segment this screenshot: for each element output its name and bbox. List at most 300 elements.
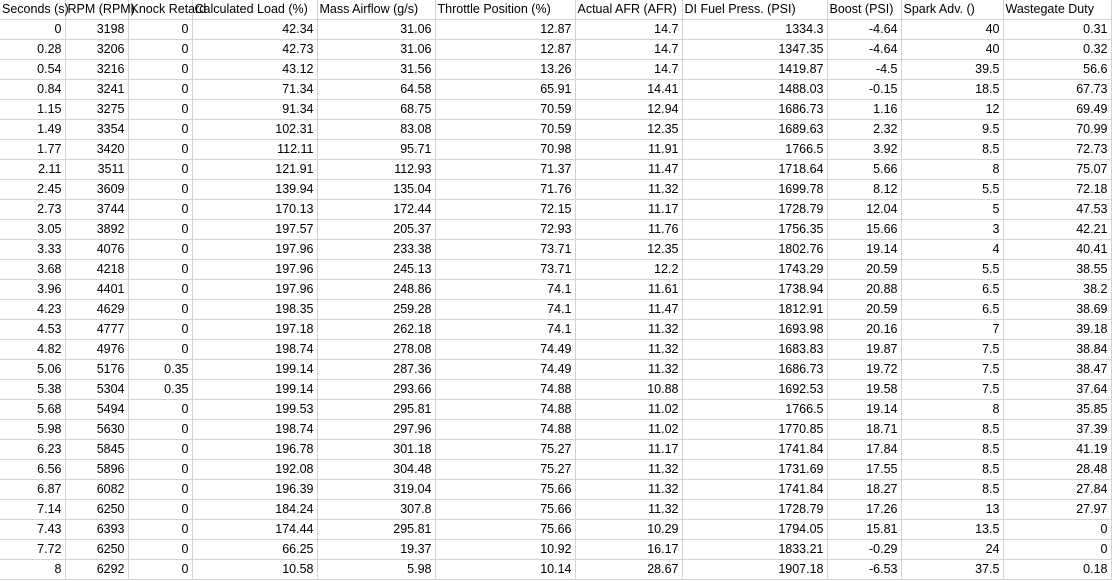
data-cell[interactable]: 31.06 (317, 20, 435, 40)
data-cell[interactable]: 72.18 (1003, 180, 1111, 200)
data-cell[interactable]: 75.66 (435, 480, 575, 500)
data-cell[interactable]: 199.53 (192, 400, 317, 420)
data-cell[interactable]: 5845 (65, 440, 128, 460)
data-cell[interactable]: 20.59 (827, 300, 901, 320)
data-cell[interactable]: 0.54 (0, 60, 65, 80)
data-cell[interactable]: 10.58 (192, 560, 317, 580)
data-cell[interactable]: 1907.18 (682, 560, 827, 580)
data-cell[interactable]: 3420 (65, 140, 128, 160)
data-cell[interactable]: 75.27 (435, 440, 575, 460)
data-cell[interactable]: 0 (128, 240, 192, 260)
data-cell[interactable]: 0.31 (1003, 20, 1111, 40)
data-cell[interactable]: 1812.91 (682, 300, 827, 320)
data-cell[interactable]: 0 (128, 420, 192, 440)
data-cell[interactable]: 5 (901, 200, 1003, 220)
data-cell[interactable]: 2.73 (0, 200, 65, 220)
data-cell[interactable]: 13.26 (435, 60, 575, 80)
data-cell[interactable]: 7.72 (0, 540, 65, 560)
data-cell[interactable]: 6292 (65, 560, 128, 580)
data-cell[interactable]: 19.37 (317, 540, 435, 560)
data-cell[interactable]: 7.5 (901, 380, 1003, 400)
data-cell[interactable]: 0 (128, 460, 192, 480)
data-cell[interactable]: 0 (128, 20, 192, 40)
data-cell[interactable]: 7 (901, 320, 1003, 340)
data-cell[interactable]: 1693.98 (682, 320, 827, 340)
data-cell[interactable]: 11.32 (575, 500, 682, 520)
data-cell[interactable]: 15.66 (827, 220, 901, 240)
data-cell[interactable]: 65.91 (435, 80, 575, 100)
data-cell[interactable]: 17.55 (827, 460, 901, 480)
data-cell[interactable]: 14.7 (575, 60, 682, 80)
data-cell[interactable]: 0 (1003, 540, 1111, 560)
data-cell[interactable]: 3.05 (0, 220, 65, 240)
data-cell[interactable]: 1741.84 (682, 480, 827, 500)
data-cell[interactable]: 1.77 (0, 140, 65, 160)
data-cell[interactable]: 12.04 (827, 200, 901, 220)
column-header-cell[interactable]: Actual AFR (AFR) (575, 0, 682, 20)
data-cell[interactable]: 3.96 (0, 280, 65, 300)
data-cell[interactable]: 91.34 (192, 100, 317, 120)
data-cell[interactable]: 0 (128, 400, 192, 420)
data-cell[interactable]: 11.17 (575, 200, 682, 220)
data-cell[interactable]: 11.32 (575, 340, 682, 360)
data-cell[interactable]: 197.96 (192, 280, 317, 300)
data-cell[interactable]: 1419.87 (682, 60, 827, 80)
data-cell[interactable]: 38.2 (1003, 280, 1111, 300)
data-cell[interactable]: 13 (901, 500, 1003, 520)
data-cell[interactable]: 14.7 (575, 40, 682, 60)
data-cell[interactable]: 1347.35 (682, 40, 827, 60)
data-cell[interactable]: 295.81 (317, 520, 435, 540)
data-cell[interactable]: 8.5 (901, 440, 1003, 460)
data-cell[interactable]: 75.66 (435, 520, 575, 540)
data-cell[interactable]: 11.02 (575, 400, 682, 420)
data-cell[interactable]: 74.49 (435, 340, 575, 360)
data-cell[interactable]: 197.57 (192, 220, 317, 240)
data-cell[interactable]: 1802.76 (682, 240, 827, 260)
data-cell[interactable]: 4401 (65, 280, 128, 300)
data-cell[interactable]: 0 (128, 100, 192, 120)
data-cell[interactable]: 5.5 (901, 180, 1003, 200)
data-cell[interactable]: 64.58 (317, 80, 435, 100)
data-cell[interactable]: 8 (901, 400, 1003, 420)
data-cell[interactable]: 14.7 (575, 20, 682, 40)
data-cell[interactable]: 198.74 (192, 340, 317, 360)
data-cell[interactable]: 19.14 (827, 240, 901, 260)
data-cell[interactable]: 262.18 (317, 320, 435, 340)
column-header-cell[interactable]: Seconds (s) (0, 0, 65, 20)
data-cell[interactable]: 20.88 (827, 280, 901, 300)
data-cell[interactable]: 3354 (65, 120, 128, 140)
data-cell[interactable]: 28.48 (1003, 460, 1111, 480)
data-cell[interactable]: 12.87 (435, 20, 575, 40)
data-cell[interactable]: 1488.03 (682, 80, 827, 100)
data-cell[interactable]: 172.44 (317, 200, 435, 220)
data-cell[interactable]: 17.84 (827, 440, 901, 460)
data-cell[interactable]: 37.64 (1003, 380, 1111, 400)
data-cell[interactable]: 69.49 (1003, 100, 1111, 120)
data-cell[interactable]: 15.81 (827, 520, 901, 540)
data-cell[interactable]: 31.56 (317, 60, 435, 80)
data-cell[interactable]: 5.98 (0, 420, 65, 440)
data-cell[interactable]: 73.71 (435, 240, 575, 260)
data-cell[interactable]: 0 (128, 160, 192, 180)
data-cell[interactable]: 12.2 (575, 260, 682, 280)
data-cell[interactable]: 102.31 (192, 120, 317, 140)
data-cell[interactable]: 1770.85 (682, 420, 827, 440)
data-cell[interactable]: 14.41 (575, 80, 682, 100)
data-cell[interactable]: 39.18 (1003, 320, 1111, 340)
data-cell[interactable]: 1731.69 (682, 460, 827, 480)
data-cell[interactable]: 1718.64 (682, 160, 827, 180)
data-cell[interactable]: 0 (128, 200, 192, 220)
data-cell[interactable]: 287.36 (317, 360, 435, 380)
data-cell[interactable]: 5304 (65, 380, 128, 400)
column-header-cell[interactable]: Knock Retard (128, 0, 192, 20)
data-cell[interactable]: 0 (128, 60, 192, 80)
data-cell[interactable]: 0 (128, 520, 192, 540)
data-cell[interactable]: 43.12 (192, 60, 317, 80)
data-cell[interactable]: 3198 (65, 20, 128, 40)
data-cell[interactable]: 35.85 (1003, 400, 1111, 420)
data-cell[interactable]: 3892 (65, 220, 128, 240)
data-cell[interactable]: 6082 (65, 480, 128, 500)
data-cell[interactable]: 1699.78 (682, 180, 827, 200)
data-cell[interactable]: 12.35 (575, 240, 682, 260)
data-cell[interactable]: 7.14 (0, 500, 65, 520)
data-cell[interactable]: 1728.79 (682, 500, 827, 520)
data-cell[interactable]: 40 (901, 40, 1003, 60)
data-cell[interactable]: 75.66 (435, 500, 575, 520)
data-cell[interactable]: 6250 (65, 500, 128, 520)
column-header-cell[interactable]: Mass Airflow (g/s) (317, 0, 435, 20)
data-cell[interactable]: 6.5 (901, 280, 1003, 300)
data-cell[interactable]: 197.96 (192, 240, 317, 260)
data-cell[interactable]: 307.8 (317, 500, 435, 520)
data-cell[interactable]: 196.78 (192, 440, 317, 460)
data-cell[interactable]: 11.47 (575, 300, 682, 320)
data-cell[interactable]: 192.08 (192, 460, 317, 480)
data-cell[interactable]: 295.81 (317, 400, 435, 420)
data-cell[interactable]: 0 (0, 20, 65, 40)
data-cell[interactable]: 3.33 (0, 240, 65, 260)
data-cell[interactable]: 5.38 (0, 380, 65, 400)
data-cell[interactable]: 198.35 (192, 300, 317, 320)
data-cell[interactable]: 0.28 (0, 40, 65, 60)
data-cell[interactable]: 8 (901, 160, 1003, 180)
data-cell[interactable]: 1.49 (0, 120, 65, 140)
data-cell[interactable]: 70.98 (435, 140, 575, 160)
data-cell[interactable]: 0 (128, 500, 192, 520)
data-cell[interactable]: 24 (901, 540, 1003, 560)
data-cell[interactable]: 0.32 (1003, 40, 1111, 60)
data-cell[interactable]: 11.02 (575, 420, 682, 440)
data-cell[interactable]: 8.5 (901, 460, 1003, 480)
data-cell[interactable]: 1689.63 (682, 120, 827, 140)
data-cell[interactable]: 3511 (65, 160, 128, 180)
data-cell[interactable]: 0 (128, 540, 192, 560)
data-cell[interactable]: 0.35 (128, 380, 192, 400)
data-cell[interactable]: 38.69 (1003, 300, 1111, 320)
data-cell[interactable]: 196.39 (192, 480, 317, 500)
data-cell[interactable]: 1833.21 (682, 540, 827, 560)
data-cell[interactable]: 18.5 (901, 80, 1003, 100)
data-cell[interactable]: 4777 (65, 320, 128, 340)
data-cell[interactable]: 20.59 (827, 260, 901, 280)
data-cell[interactable]: 3216 (65, 60, 128, 80)
data-cell[interactable]: 9.5 (901, 120, 1003, 140)
data-cell[interactable]: 1686.73 (682, 360, 827, 380)
data-cell[interactable]: 4629 (65, 300, 128, 320)
data-cell[interactable]: 2.11 (0, 160, 65, 180)
data-cell[interactable]: 3744 (65, 200, 128, 220)
data-cell[interactable]: 74.49 (435, 360, 575, 380)
data-cell[interactable]: 5.5 (901, 260, 1003, 280)
data-cell[interactable]: 39.5 (901, 60, 1003, 80)
data-cell[interactable]: 71.34 (192, 80, 317, 100)
data-cell[interactable]: 6.56 (0, 460, 65, 480)
data-cell[interactable]: 72.73 (1003, 140, 1111, 160)
data-cell[interactable]: 0 (128, 480, 192, 500)
data-cell[interactable]: -6.53 (827, 560, 901, 580)
data-cell[interactable]: 139.94 (192, 180, 317, 200)
data-cell[interactable]: 278.08 (317, 340, 435, 360)
data-cell[interactable]: 3206 (65, 40, 128, 60)
data-cell[interactable]: 19.72 (827, 360, 901, 380)
data-cell[interactable]: 74.1 (435, 320, 575, 340)
data-cell[interactable]: 199.14 (192, 380, 317, 400)
data-cell[interactable]: 19.14 (827, 400, 901, 420)
data-cell[interactable]: 11.61 (575, 280, 682, 300)
data-cell[interactable]: 0 (128, 320, 192, 340)
data-cell[interactable]: 1.15 (0, 100, 65, 120)
data-cell[interactable]: 121.91 (192, 160, 317, 180)
data-cell[interactable]: 75.27 (435, 460, 575, 480)
data-cell[interactable]: 38.55 (1003, 260, 1111, 280)
data-cell[interactable]: 42.21 (1003, 220, 1111, 240)
data-cell[interactable]: 1334.3 (682, 20, 827, 40)
data-cell[interactable]: 95.71 (317, 140, 435, 160)
data-cell[interactable]: 3.92 (827, 140, 901, 160)
data-cell[interactable]: 1692.53 (682, 380, 827, 400)
data-cell[interactable]: 67.73 (1003, 80, 1111, 100)
data-cell[interactable]: 20.16 (827, 320, 901, 340)
data-cell[interactable]: 56.6 (1003, 60, 1111, 80)
data-cell[interactable]: 66.25 (192, 540, 317, 560)
data-cell[interactable]: 18.71 (827, 420, 901, 440)
data-cell[interactable]: 74.1 (435, 300, 575, 320)
data-cell[interactable]: 4976 (65, 340, 128, 360)
data-cell[interactable]: 199.14 (192, 360, 317, 380)
column-header-cell[interactable]: Throttle Position (%) (435, 0, 575, 20)
data-cell[interactable]: 6250 (65, 540, 128, 560)
data-cell[interactable]: 0 (128, 80, 192, 100)
data-cell[interactable]: 0.18 (1003, 560, 1111, 580)
data-cell[interactable]: 0 (128, 560, 192, 580)
data-cell[interactable]: 301.18 (317, 440, 435, 460)
data-cell[interactable]: 42.34 (192, 20, 317, 40)
data-cell[interactable]: 1.16 (827, 100, 901, 120)
data-cell[interactable]: 3241 (65, 80, 128, 100)
data-cell[interactable]: 112.11 (192, 140, 317, 160)
data-cell[interactable]: 8.5 (901, 420, 1003, 440)
data-cell[interactable]: 4.53 (0, 320, 65, 340)
data-cell[interactable]: 5630 (65, 420, 128, 440)
column-header-cell[interactable]: RPM (RPM) (65, 0, 128, 20)
data-cell[interactable]: 41.19 (1003, 440, 1111, 460)
column-header-cell[interactable]: Boost (PSI) (827, 0, 901, 20)
data-cell[interactable]: 47.53 (1003, 200, 1111, 220)
data-cell[interactable]: 4218 (65, 260, 128, 280)
data-cell[interactable]: -0.29 (827, 540, 901, 560)
data-cell[interactable]: 7.43 (0, 520, 65, 540)
data-cell[interactable]: 74.88 (435, 420, 575, 440)
data-cell[interactable]: 10.29 (575, 520, 682, 540)
data-cell[interactable]: 0 (1003, 520, 1111, 540)
data-cell[interactable]: 5.66 (827, 160, 901, 180)
data-cell[interactable]: 40.41 (1003, 240, 1111, 260)
data-cell[interactable]: 3 (901, 220, 1003, 240)
data-cell[interactable]: 0 (128, 260, 192, 280)
data-cell[interactable]: 12.94 (575, 100, 682, 120)
data-cell[interactable]: 233.38 (317, 240, 435, 260)
data-cell[interactable]: 184.24 (192, 500, 317, 520)
data-cell[interactable]: 11.91 (575, 140, 682, 160)
data-cell[interactable]: 0 (128, 220, 192, 240)
data-cell[interactable]: 1741.84 (682, 440, 827, 460)
data-cell[interactable]: 5.06 (0, 360, 65, 380)
data-cell[interactable]: 68.75 (317, 100, 435, 120)
data-cell[interactable]: 12.87 (435, 40, 575, 60)
data-cell[interactable]: 11.17 (575, 440, 682, 460)
data-cell[interactable]: 293.66 (317, 380, 435, 400)
data-cell[interactable]: 0.84 (0, 80, 65, 100)
data-cell[interactable]: 37.5 (901, 560, 1003, 580)
data-cell[interactable]: -4.64 (827, 20, 901, 40)
data-cell[interactable]: 38.47 (1003, 360, 1111, 380)
data-cell[interactable]: 7.5 (901, 360, 1003, 380)
data-cell[interactable]: 1766.5 (682, 400, 827, 420)
data-cell[interactable]: 0 (128, 440, 192, 460)
data-cell[interactable]: 6393 (65, 520, 128, 540)
data-cell[interactable]: 10.88 (575, 380, 682, 400)
data-cell[interactable]: 6.5 (901, 300, 1003, 320)
data-cell[interactable]: 10.14 (435, 560, 575, 580)
data-cell[interactable]: 11.32 (575, 480, 682, 500)
data-cell[interactable]: 1743.29 (682, 260, 827, 280)
data-cell[interactable]: 4 (901, 240, 1003, 260)
data-cell[interactable]: 4076 (65, 240, 128, 260)
data-cell[interactable]: 12.35 (575, 120, 682, 140)
data-cell[interactable]: 72.93 (435, 220, 575, 240)
data-cell[interactable]: 28.67 (575, 560, 682, 580)
data-cell[interactable]: 0 (128, 340, 192, 360)
data-cell[interactable]: 198.74 (192, 420, 317, 440)
data-cell[interactable]: 17.26 (827, 500, 901, 520)
data-cell[interactable]: 71.37 (435, 160, 575, 180)
data-cell[interactable]: 13.5 (901, 520, 1003, 540)
data-cell[interactable]: 8.5 (901, 140, 1003, 160)
data-cell[interactable]: 70.59 (435, 120, 575, 140)
data-cell[interactable]: 11.76 (575, 220, 682, 240)
data-cell[interactable]: 205.37 (317, 220, 435, 240)
data-cell[interactable]: 248.86 (317, 280, 435, 300)
data-cell[interactable]: -0.15 (827, 80, 901, 100)
data-cell[interactable]: 19.58 (827, 380, 901, 400)
data-cell[interactable]: 74.1 (435, 280, 575, 300)
data-cell[interactable]: 197.96 (192, 260, 317, 280)
data-cell[interactable]: 6.23 (0, 440, 65, 460)
data-cell[interactable]: 10.92 (435, 540, 575, 560)
data-cell[interactable]: 11.47 (575, 160, 682, 180)
data-cell[interactable]: 83.08 (317, 120, 435, 140)
data-cell[interactable]: 8 (0, 560, 65, 580)
data-cell[interactable]: 0 (128, 140, 192, 160)
column-header-cell[interactable]: Wastegate Duty (1003, 0, 1111, 20)
data-cell[interactable]: 31.06 (317, 40, 435, 60)
data-cell[interactable]: -4.64 (827, 40, 901, 60)
data-cell[interactable]: 2.32 (827, 120, 901, 140)
data-cell[interactable]: 4.82 (0, 340, 65, 360)
data-cell[interactable]: 0.35 (128, 360, 192, 380)
data-cell[interactable]: 12 (901, 100, 1003, 120)
data-cell[interactable]: 3.68 (0, 260, 65, 280)
data-cell[interactable]: 5896 (65, 460, 128, 480)
data-cell[interactable]: 2.45 (0, 180, 65, 200)
data-cell[interactable]: 70.99 (1003, 120, 1111, 140)
data-cell[interactable]: 37.39 (1003, 420, 1111, 440)
data-cell[interactable]: 8.5 (901, 480, 1003, 500)
data-cell[interactable]: 74.88 (435, 400, 575, 420)
data-cell[interactable]: 5176 (65, 360, 128, 380)
data-cell[interactable]: 3609 (65, 180, 128, 200)
data-cell[interactable]: 11.32 (575, 360, 682, 380)
data-cell[interactable]: 0 (128, 180, 192, 200)
data-cell[interactable]: 135.04 (317, 180, 435, 200)
data-cell[interactable]: 8.12 (827, 180, 901, 200)
data-cell[interactable]: 11.32 (575, 180, 682, 200)
column-header-cell[interactable]: Spark Adv. () (901, 0, 1003, 20)
data-cell[interactable]: 259.28 (317, 300, 435, 320)
data-cell[interactable]: 112.93 (317, 160, 435, 180)
data-cell[interactable]: 19.87 (827, 340, 901, 360)
data-cell[interactable]: 1738.94 (682, 280, 827, 300)
data-cell[interactable]: 40 (901, 20, 1003, 40)
data-cell[interactable]: 245.13 (317, 260, 435, 280)
data-cell[interactable]: 11.32 (575, 460, 682, 480)
data-cell[interactable]: 1686.73 (682, 100, 827, 120)
data-cell[interactable]: 42.73 (192, 40, 317, 60)
data-cell[interactable]: 18.27 (827, 480, 901, 500)
data-cell[interactable]: 1683.83 (682, 340, 827, 360)
data-cell[interactable]: 197.18 (192, 320, 317, 340)
data-cell[interactable]: 16.17 (575, 540, 682, 560)
data-cell[interactable]: 6.87 (0, 480, 65, 500)
data-cell[interactable]: 3275 (65, 100, 128, 120)
data-cell[interactable]: 27.84 (1003, 480, 1111, 500)
data-cell[interactable]: 0 (128, 280, 192, 300)
data-cell[interactable]: 0 (128, 120, 192, 140)
data-cell[interactable]: 5.98 (317, 560, 435, 580)
data-cell[interactable]: 72.15 (435, 200, 575, 220)
data-cell[interactable]: 7.5 (901, 340, 1003, 360)
data-cell[interactable]: 5.68 (0, 400, 65, 420)
data-cell[interactable]: 174.44 (192, 520, 317, 540)
data-cell[interactable]: 0 (128, 40, 192, 60)
data-cell[interactable]: 11.32 (575, 320, 682, 340)
data-cell[interactable]: 38.84 (1003, 340, 1111, 360)
data-cell[interactable]: 27.97 (1003, 500, 1111, 520)
